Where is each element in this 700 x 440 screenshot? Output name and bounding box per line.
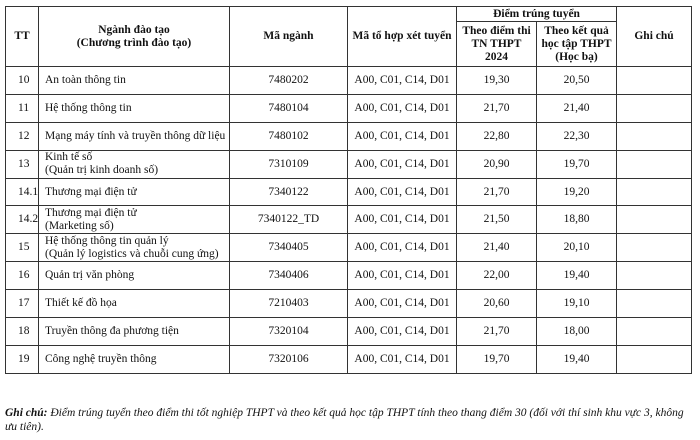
row-code: 7320104 xyxy=(230,318,348,346)
header-tt: TT xyxy=(6,7,39,67)
row-program-name: Kinh tế số xyxy=(45,151,93,164)
row-note xyxy=(617,122,692,150)
row-note xyxy=(617,345,692,373)
header-score-record-l1: Theo kết quả xyxy=(544,24,609,37)
row-exam-score: 21,70 xyxy=(457,94,537,122)
row-program xyxy=(39,178,230,206)
row-record-score: 18,00 xyxy=(537,318,617,346)
table-row xyxy=(6,318,692,346)
footnote xyxy=(5,406,693,434)
row-tt: 14.2 xyxy=(6,206,39,234)
row-program xyxy=(39,318,230,346)
header-score-record-l3: (Học bạ) xyxy=(555,50,598,63)
row-combo: A00, C01, C14, D01 xyxy=(348,290,457,318)
row-program-name: Hệ thống thông tin quản lý xyxy=(45,234,169,247)
header-score-exam-l3: 2024 xyxy=(485,50,508,63)
row-program xyxy=(39,262,230,290)
header-program xyxy=(39,7,230,67)
row-exam-score: 19,70 xyxy=(457,345,537,373)
row-note xyxy=(617,290,692,318)
row-exam-score: 22,00 xyxy=(457,262,537,290)
row-note xyxy=(617,67,692,95)
row-tt: 17 xyxy=(6,290,39,318)
row-exam-score: 20,90 xyxy=(457,150,537,178)
row-program xyxy=(39,290,230,318)
header-score-exam xyxy=(457,22,537,67)
row-program-name: Hệ thống thông tin xyxy=(45,101,132,114)
row-record-score: 19,70 xyxy=(537,150,617,178)
row-program-sub: (Quản lý logistics và chuỗi cung ứng) xyxy=(45,247,219,260)
row-exam-score: 21,50 xyxy=(457,206,537,234)
header-program-line2: (Chương trình đào tạo) xyxy=(76,36,192,49)
table-row xyxy=(6,290,692,318)
row-record-score: 19,40 xyxy=(537,262,617,290)
table-row xyxy=(6,122,692,150)
row-combo: A00, C01, C14, D01 xyxy=(348,234,457,262)
header-score-exam-l1: Theo điểm thi xyxy=(462,24,531,37)
header-combo: Mã tổ hợp xét tuyển xyxy=(348,7,457,67)
row-note xyxy=(617,206,692,234)
table-row xyxy=(6,345,692,373)
row-tt: 19 xyxy=(6,345,39,373)
row-code: 7480202 xyxy=(230,67,348,95)
row-combo: A00, C01, C14, D01 xyxy=(348,206,457,234)
row-program xyxy=(39,94,230,122)
row-combo: A00, C01, C14, D01 xyxy=(348,67,457,95)
admission-scores-table xyxy=(5,6,692,374)
row-tt: 15 xyxy=(6,234,39,262)
row-tt: 10 xyxy=(6,67,39,95)
row-code: 7340406 xyxy=(230,262,348,290)
row-exam-score: 22,80 xyxy=(457,122,537,150)
row-tt: 18 xyxy=(6,318,39,346)
row-program-name: Thiết kế đồ họa xyxy=(45,297,117,310)
row-tt: 13 xyxy=(6,150,39,178)
row-code: 7480104 xyxy=(230,94,348,122)
row-record-score: 22,30 xyxy=(537,122,617,150)
row-program-name: Truyền thông đa phương tiện xyxy=(45,324,179,337)
row-program-name: Thương mại điện tử xyxy=(45,185,137,198)
row-code: 7310109 xyxy=(230,150,348,178)
row-tt: 12 xyxy=(6,122,39,150)
row-note xyxy=(617,150,692,178)
row-note xyxy=(617,178,692,206)
row-tt: 11 xyxy=(6,94,39,122)
header-score-record-l2: học tập THPT xyxy=(541,37,612,50)
row-exam-score: 20,60 xyxy=(457,290,537,318)
row-program-sub: (Quản trị kinh doanh số) xyxy=(45,164,159,177)
row-code: 7340122_TD xyxy=(230,206,348,234)
row-record-score: 20,10 xyxy=(537,234,617,262)
row-code: 7480102 xyxy=(230,122,348,150)
row-combo: A00, C01, C14, D01 xyxy=(348,262,457,290)
row-exam-score: 21,40 xyxy=(457,234,537,262)
row-exam-score: 21,70 xyxy=(457,178,537,206)
row-record-score: 19,20 xyxy=(537,178,617,206)
row-program-name: Quản trị văn phòng xyxy=(45,269,135,282)
row-program-sub: (Marketing số) xyxy=(45,219,114,232)
table-row xyxy=(6,178,692,206)
row-program xyxy=(39,150,230,178)
row-program xyxy=(39,345,230,373)
table-row xyxy=(6,67,692,95)
row-code: 7320106 xyxy=(230,345,348,373)
table-row xyxy=(6,150,692,178)
footnote-label: Ghi chú: xyxy=(5,407,48,419)
row-program xyxy=(39,206,230,234)
row-combo: A00, C01, C14, D01 xyxy=(348,94,457,122)
footnote-text: Điểm trúng tuyển theo điểm thi tốt nghiệp THPT và theo kết quả học tập THPT tính theo thang điểm 30 (đối với thí sinh khu vực 3, không ưu tiên). xyxy=(5,407,684,433)
header-code: Mã ngành xyxy=(230,7,348,67)
row-program-name: Công nghệ truyền thông xyxy=(45,352,157,365)
row-combo: A00, C01, C14, D01 xyxy=(348,150,457,178)
table-row xyxy=(6,94,692,122)
row-program-name: Thương mại điện tử xyxy=(45,206,137,219)
row-tt: 14.1 xyxy=(6,178,39,206)
row-code: 7210403 xyxy=(230,290,348,318)
row-exam-score: 21,70 xyxy=(457,318,537,346)
table-row xyxy=(6,206,692,234)
row-record-score: 19,40 xyxy=(537,345,617,373)
row-combo: A00, C01, C14, D01 xyxy=(348,122,457,150)
table-row xyxy=(6,262,692,290)
row-exam-score: 19,30 xyxy=(457,67,537,95)
table-row xyxy=(6,234,692,262)
header-note: Ghi chú xyxy=(617,7,692,67)
row-record-score: 19,10 xyxy=(537,290,617,318)
row-program xyxy=(39,122,230,150)
table-body xyxy=(6,67,692,374)
row-combo: A00, C01, C14, D01 xyxy=(348,178,457,206)
row-program xyxy=(39,67,230,95)
row-note xyxy=(617,94,692,122)
row-record-score: 18,80 xyxy=(537,206,617,234)
row-program-name: An toàn thông tin xyxy=(45,73,126,86)
header-program-line1: Ngành đào tạo xyxy=(98,23,170,36)
row-code: 7340405 xyxy=(230,234,348,262)
header-score-group: Điểm trúng tuyển xyxy=(457,7,617,22)
row-record-score: 20,50 xyxy=(537,67,617,95)
row-code: 7340122 xyxy=(230,178,348,206)
row-note xyxy=(617,234,692,262)
row-combo: A00, C01, C14, D01 xyxy=(348,318,457,346)
row-program-name: Mạng máy tính và truyền thông dữ liệu xyxy=(45,129,226,142)
row-program xyxy=(39,234,230,262)
row-record-score: 21,40 xyxy=(537,94,617,122)
header-score-record xyxy=(537,22,617,67)
header-score-exam-l2: TN THPT xyxy=(471,37,522,50)
row-note xyxy=(617,318,692,346)
row-note xyxy=(617,262,692,290)
row-combo: A00, C01, C14, D01 xyxy=(348,345,457,373)
row-tt: 16 xyxy=(6,262,39,290)
